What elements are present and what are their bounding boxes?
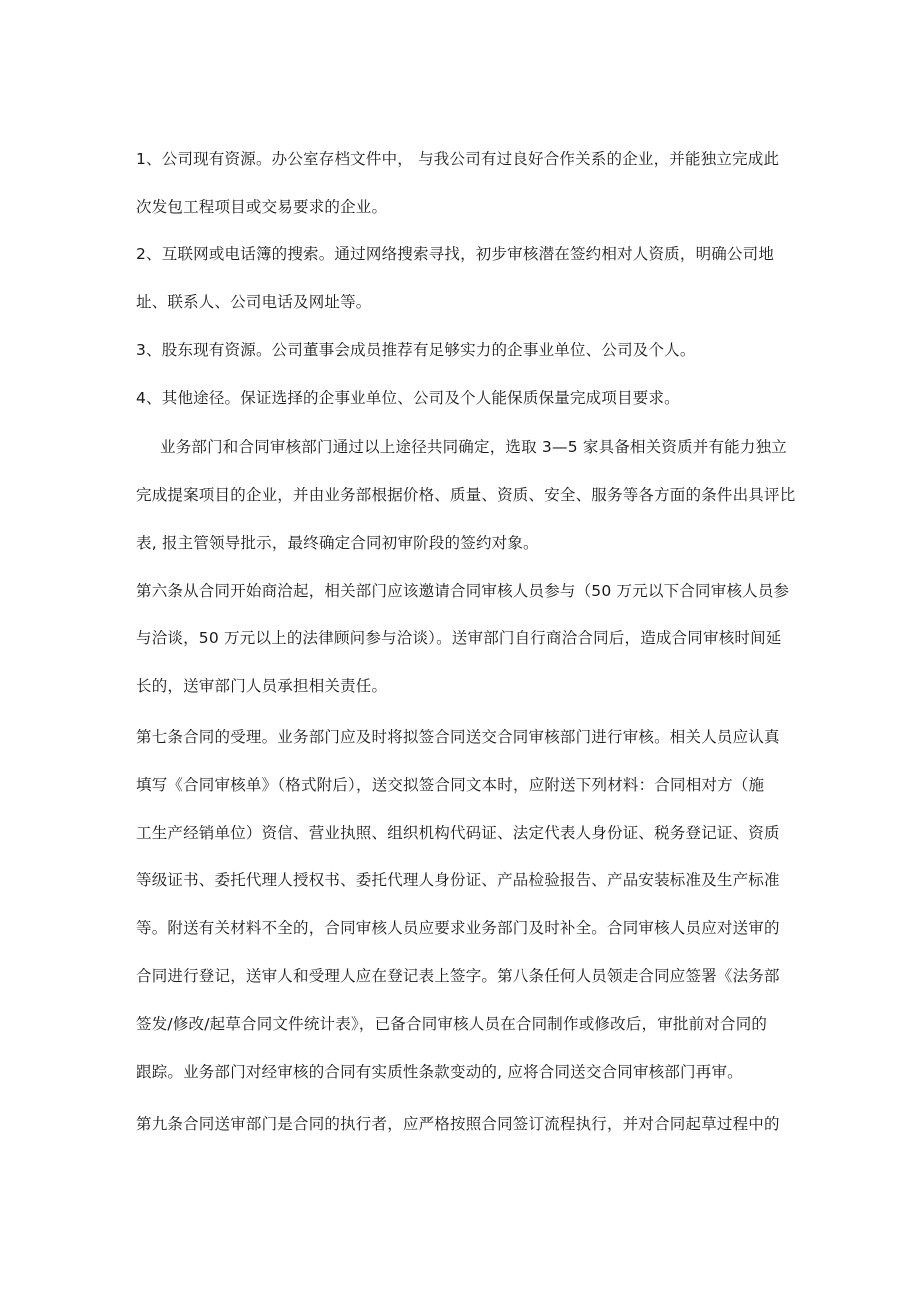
text-line: 2、互联网或电话簿的搜索。通过网络搜索寻找，初步审核潜在签约相对人资质，明确公司地	[136, 245, 775, 263]
text-line: 第七条合同的受理。业务部门应及时将拟签合同送交合同审核部门进行审核。相关人员应认真	[136, 728, 780, 746]
text-line: 第六条从合同开始商洽起，相关部门应该邀请合同审核人员参与（50 万元以下合同审核人员参	[136, 582, 790, 600]
text-line: 工生产经销单位）资信、营业执照、组织机构代码证、法定代表人身份证、税务登记证、资质	[136, 824, 780, 842]
text-line: 等级证书、委托代理人授权书、委托代理人身份证、产品检验报告、产品安装标准及生产标准	[136, 871, 780, 889]
text-line: 业务部门和合同审核部门通过以上途径共同确定，选取 3—5 家具备相关资质并有能力独立	[160, 438, 787, 456]
text-line: 表, 报主管领导批示，最终确定合同初审阶段的签约对象。	[136, 534, 539, 552]
text-line: 完成提案项目的企业，并由业务部根据价格、质量、资质、安全、服务等各方面的条件出具评比	[136, 486, 796, 504]
text-line: 等。附送有关材料不全的，合同审核人员应要求业务部门及时补全。合同审核人员应对送审的	[136, 919, 780, 937]
text-line: 填写《合同审核单》（格式附后），送交拟签合同文本时，应附送下列材料：合同相对方（施	[136, 776, 765, 794]
text-line: 次发包工程项目或交易要求的企业。	[136, 198, 388, 216]
text-line: 长的，送审部门人员承担相关责任。	[136, 677, 388, 695]
text-line: 合同进行登记，送审人和受理人应在登记表上签字。第八条任何人员领走合同应签署《法务部	[136, 967, 780, 985]
text-line: 3、股东现有资源。公司董事会成员推荐有足够实力的企事业单位、公司及个人。	[136, 341, 696, 359]
text-line: 跟踪。业务部门对经审核的合同有实质性条款变动的, 应将合同送交合同审核部门再审。	[136, 1063, 743, 1081]
text-line: 与洽谈，50 万元以上的法律顾问参与洽谈）。送审部门自行商洽合同后，造成合同审核时间延	[136, 629, 782, 647]
text-line: 4、其他途径。保证选择的企事业单位、公司及个人能保质保量完成项目要求。	[136, 389, 680, 407]
text-line: 第九条合同送审部门是合同的执行者，应严格按照合同签订流程执行，并对合同起草过程中的	[136, 1115, 780, 1133]
text-line: 签发/修改/起草合同文件统计表》，已备合同审核人员在合同制作或修改后，审批前对合同的	[136, 1015, 768, 1033]
text-line: 址、联系人、公司电话及网址等。	[136, 293, 372, 311]
text-line: 1、公司现有资源。办公室存档文件中， 与我公司有过良好合作关系的企业，并能独立完成此	[136, 150, 780, 168]
